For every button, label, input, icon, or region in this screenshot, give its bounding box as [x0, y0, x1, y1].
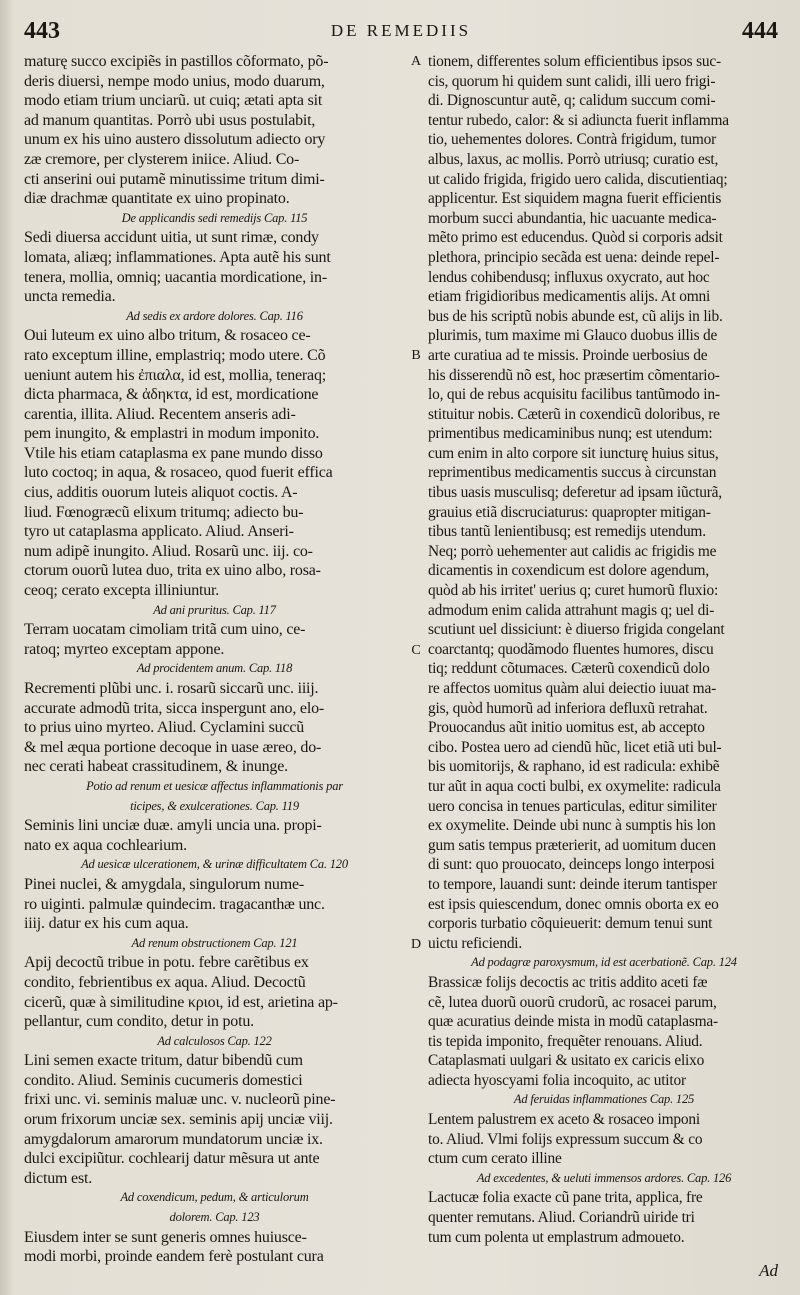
text-line: uncta remedia. [24, 288, 116, 306]
text-line: tenera, mollia, omniq; uacantia mordicatione, in- [24, 268, 327, 286]
text-line: etiam frigidioribus medicamentis alijs. At omni [428, 288, 711, 306]
text-line: Sedi diuersa accidunt uitia, ut sunt rimæ, condy [24, 229, 319, 247]
text-line: diæ drachmæ quantitate ex uino propinato. [24, 190, 290, 208]
margin-letter-a: A [410, 54, 422, 69]
text-line: bus de his scriptũ nobis abunde est, cũ alijs in lib. [428, 307, 723, 325]
text-line: to. Aliud. Vlmi folijs expressum succum & co [428, 1130, 703, 1148]
text-line: ctum cum cerato illine [428, 1150, 562, 1168]
text-line: bis uomitorijs, & raphano, id est radicula: exhibẽ [428, 758, 720, 776]
text-line: luto coctoq; in aqua, & rosaceo, quod fuerit effica [24, 464, 333, 482]
text-line: Brassicæ folijs decoctis ac tritis addito aceti fæ [428, 973, 708, 991]
text-line: deris diuersi, nempe modo unius, modo duarum, [24, 72, 325, 90]
text-line: unum ex his uino austero dissolutum adiecto ory [24, 131, 326, 149]
text-line: est ipsis quiescendum, donec omnis oborta ex eo [428, 895, 719, 913]
text-line: Seminis lini unciæ duæ. amyli uncia una. propi- [24, 817, 322, 835]
text-line: Eiusdem inter se sunt generis omnes huiusce- [24, 1228, 307, 1246]
text-line: primentibus medicaminibus nunq; est utendum: [428, 425, 713, 443]
text-line: num adipẽ inungito. Aliud. Rosarũ unc. iij. co- [24, 542, 313, 560]
right-text-column [428, 52, 780, 1247]
section-heading: Ad excedentes, & ueluti immensos ardores. Cap. 126 [476, 1170, 732, 1185]
section-heading: Ad podagræ paroxysmum, id est acerbationẽ. Cap. 124 [471, 955, 737, 970]
section-heading: dolorem. Cap. 123 [169, 1210, 260, 1225]
text-line: amygdalorum amarorum mundatorum unciæ ix. [24, 1130, 323, 1148]
text-line: cius, additis ouorum luteis aliquot coctis. A- [24, 484, 298, 502]
text-line: ex oxymelite. Deinde ubi nunc à sumptis his lon [428, 817, 716, 835]
text-line: corporis turbatio cõquieuerit: demum tenui sunt [428, 915, 713, 933]
text-line: tionem, differentes solum efficientibus ipsos suc- [428, 53, 721, 70]
section-heading: Ad renum obstructionem Cap. 121 [131, 935, 298, 950]
text-line: Pinei nuclei, & amygdala, singulorum nume- [24, 875, 304, 893]
text-line: admodum enim calida attrahunt magis q; uel di- [428, 601, 715, 619]
text-line: Prouocandus aũt initio uomitus est, ab accepto [428, 719, 705, 737]
text-line: gum satis tempus præterierit, ad uomitum ducen [428, 836, 716, 854]
margin-letter-d: D [410, 937, 422, 952]
text-line: iiij. datur ex his cum aqua. [24, 915, 189, 933]
text-line: to tempore, lauandi sunt: deinde iterum tantisper [428, 875, 717, 893]
text-line: tentur rubedo, calor: & si adiuncta fuerit inflamma [428, 111, 729, 129]
text-line: adiecta hyoscyami folia incoquito, ac utitor [428, 1071, 686, 1089]
text-line: coarctantq; quodãmodo fluentes humores, discu [428, 640, 714, 658]
text-line: lendus cohibendusq; influxus oxycrato, aut hoc [428, 268, 710, 286]
text-line: arte curatiua ad te missis. Proinde uerbosius de [428, 346, 708, 364]
text-line: ro uiginti. palmulæ quindecim. tragacanthæ unc. [24, 895, 325, 913]
text-line: reprimentibus medicamentis succus à circunstan [428, 464, 717, 482]
text-line: Lini semen exacte tritum, datur bibendũ cum [24, 1052, 303, 1070]
section-heading: Ad procidentem anum. Cap. 118 [136, 661, 293, 676]
margin-letter-b: B [411, 348, 421, 363]
text-line: grauius etiã discruciaturus: quapropter mitigan- [428, 503, 711, 521]
text-line: modi morbi, proinde eandem ferè postulant cura [24, 1248, 324, 1266]
text-line: lo, qui de rebus acquisitu facilibus tantũmodo in- [428, 386, 720, 404]
text-line: ceoq; cerato excepta illiniuntur. [24, 582, 220, 600]
text-line: tis tepida imponito, frequẽter renouans. Aliud. [428, 1032, 703, 1050]
text-line: Lentem palustrem ex aceto & rosaceo imponi [428, 1111, 700, 1129]
text-line: dulci excipiũtur. cochlearij datur mẽsura ut ante [24, 1150, 320, 1168]
text-line: mẽto primo est educendus. Quòd si corporis adsit [428, 229, 723, 247]
text-line: tum cum polenta ut emplastrum admoueto. [428, 1228, 685, 1246]
text-line: dicta pharmaca, & ἀδηκτα, id est, mordicatione [24, 386, 319, 404]
right-page-number: 444 [742, 18, 778, 44]
section-heading: Ad feruidas inflammationes Cap. 125 [513, 1092, 695, 1107]
text-line: nato ex aqua cochlearium. [24, 836, 187, 854]
text-line: cis, quorum hi quidem sunt calidi, illi uero frigi- [428, 72, 716, 90]
text-line: cibo. Postea uero ad ciendũ hũc, licet etiã uti bul- [428, 738, 722, 756]
text-line: cti anserini oui putamẽ minutissime tritum dimi- [24, 170, 325, 188]
text-line: tibus tantũ lenientibusq; est remedijs utendum. [428, 523, 706, 541]
text-line: Oui luteum ex uino albo tritum, & rosaceo ce- [24, 327, 311, 345]
text-line: liud. Fœnogræcũ elixum tritumq; adiecto bu- [24, 503, 304, 521]
text-line: Vtile his etiam cataplasma ex pane mundo disso [24, 444, 323, 462]
section-heading: ticipes, & exulcerationes. Cap. 119 [130, 798, 299, 813]
text-line: maturę succo excipiẽs in pastillos cõformato, põ- [24, 53, 329, 70]
text-line: uictu reficiendi. [428, 934, 523, 952]
section-heading: Potio ad renum et uesicæ affectus inflammationis par [86, 778, 343, 793]
text-line: to prius uino myrteo. Aliud. Cyclamini succũ [24, 719, 305, 737]
text-line: Cataplasmati uulgari & usitato ex caricis elixo [428, 1052, 705, 1070]
text-line: ueniunt autem his ἐπιαλα, id est, mollia, teneraq; [24, 366, 327, 384]
text-line: plethora, principio secãda est uena: deinde repel- [428, 248, 720, 266]
text-line: ut calido frigida, frigido uero calida, discutientiaq; [428, 170, 728, 188]
section-heading: Ad uesicæ ulcerationem, & urinæ difficultatem Ca. 120 [81, 857, 348, 872]
section-heading: Ad ani pruritus. Cap. 117 [153, 602, 276, 617]
text-line: gis, quòd humorũ ad inferiora defluxũ retrahat. [428, 699, 708, 717]
text-line: orum frixorum unciæ sex. seminis apij unciæ viij. [24, 1111, 333, 1129]
text-line: condito. Aliud. Seminis cucumeris domestici [24, 1071, 303, 1089]
text-line: cẽ, lutea duorũ ouorũ crudorũ, ac rosacei parum, [428, 993, 717, 1011]
left-page-number: 443 [24, 18, 60, 44]
text-line: scutiunt uel dissiciunt: è diuerso frigida congelant [428, 621, 725, 639]
text-line: tibus uasis musculisq; deferetur ad ipsam iũcturã, [428, 484, 722, 502]
text-line: frixi unc. vi. seminis maluæ unc. v. nucleorũ pine- [24, 1091, 336, 1109]
text-line: di. Dignoscuntur autẽ, q; calidum succum comi- [428, 92, 716, 110]
text-line: nec cerati habeat crassitudinem, & inunge. [24, 758, 288, 776]
text-line: tio, uehementes dolores. Contrà frigidum, tumor [428, 131, 717, 149]
text-line: cum enim in alto corpore sit iuncturę huius situs, [428, 444, 719, 462]
text-line: lomata, aliæq; inflammationes. Apta autẽ his sunt [24, 248, 331, 266]
text-line: Terram uocatam cimoliam tritã cum uino, ce- [24, 621, 306, 639]
text-line: rato exceptum illine, emplastriq; modo utere. Cõ [24, 346, 326, 364]
text-line: plurimis, tum maxime mi Glauco duobus illis de [428, 327, 718, 345]
section-heading: Ad sedis ex ardore dolores. Cap. 116 [126, 308, 303, 323]
text-line: his disserendũ nõ est, hoc præsertim cõmentario- [428, 366, 720, 384]
section-heading: Ad calculosos Cap. 122 [157, 1033, 272, 1048]
catchword: Ad [759, 1261, 778, 1280]
text-line: pellantur, cum condito, detur in potu. [24, 1013, 254, 1031]
text-line: carentia, illita. Aliud. Recentem anseris adi- [24, 405, 296, 423]
left-text-column [24, 52, 405, 1267]
text-line: Lactucæ folia exacte cũ pane trita, applica, fre [428, 1189, 703, 1207]
running-head: DE REMEDIIS [330, 21, 472, 40]
text-line: quæ acuratius deinde mista in modũ cataplasma- [428, 1013, 718, 1031]
text-line: stituitur nobis. Cæterũ in coxendicũ doloribus, re [428, 405, 720, 423]
text-line: Neq; porrò uehementer aut calidis ac frigidis me [428, 542, 717, 560]
text-line: di sunt: quo prouocato, deinceps longo interposi [428, 856, 715, 874]
text-line: Apij decoctũ tribue in potu. febre carẽtibus ex [24, 954, 309, 972]
text-line: accurate admodũ trita, sicca inspergunt ano, elo- [24, 699, 325, 717]
text-line: pem inungito, & emplastri in modum imponito. [24, 425, 320, 443]
text-line: dicamentis in coxendicum est dolore agendum, [428, 562, 709, 580]
text-line: applicentur. Est siquidem magna fuerit efficientis [428, 190, 722, 208]
text-line: tiq; reddunt cõtumaces. Cæterũ coxendicũ dolo [428, 660, 710, 678]
text-line: ctorum ouorũ lutea duo, trita ex uino albo, rosa- [24, 562, 321, 580]
text-line: morbum succi abundantia, hic uacuante medica- [428, 209, 717, 227]
section-heading: De applicandis sedi remedijs Cap. 115 [121, 210, 308, 225]
text-line: albus, laxus, ac mollis. Porrò utriusq; curatio est, [428, 150, 719, 168]
text-line: re affectos uomitus quàm alui deiectio iuuat ma- [428, 680, 716, 697]
text-line: Recrementi plũbi unc. i. rosarũ siccarũ unc. iiij. [24, 680, 319, 697]
text-line: uero concisa in tenues particulas, editur similiter [428, 797, 717, 815]
text-line: zæ cremore, per clysterem iniice. Aliud. Co- [24, 150, 300, 168]
section-heading: Ad coxendicum, pedum, & articulorum [120, 1190, 309, 1205]
text-line: & mel æqua portione decoque in uase æreo, do- [24, 738, 322, 756]
text-line: dictum est. [24, 1169, 93, 1187]
margin-letter-c: C [411, 643, 421, 658]
text-line: ratoq; myrteo exceptam appone. [24, 640, 225, 658]
text-line: condito, febrientibus ex aqua. Aliud. Decoctũ [24, 973, 306, 991]
text-line: tyro ut cataplasma applicato. Aliud. Anseri- [24, 523, 294, 541]
page-header [20, 18, 782, 46]
text-line: modo etiam trium unciarũ. ut cuiq; ætati apta sit [24, 92, 323, 110]
text-line: tur aũt in aqua cocti bulbi, ex oxymelite: radicula [428, 777, 721, 795]
text-line: quenter remutans. Aliud. Coriandrũ uiride tri [428, 1209, 695, 1227]
text-line: ad manum quantitas. Porrò ubi usus postulabit, [24, 111, 316, 129]
text-line: cicerũ, quæ à similitudine κριοι, id est, arietina ap- [24, 993, 338, 1011]
text-line: quòd ab his irritet' uerius q; curet humorũ fluxio: [428, 582, 719, 600]
